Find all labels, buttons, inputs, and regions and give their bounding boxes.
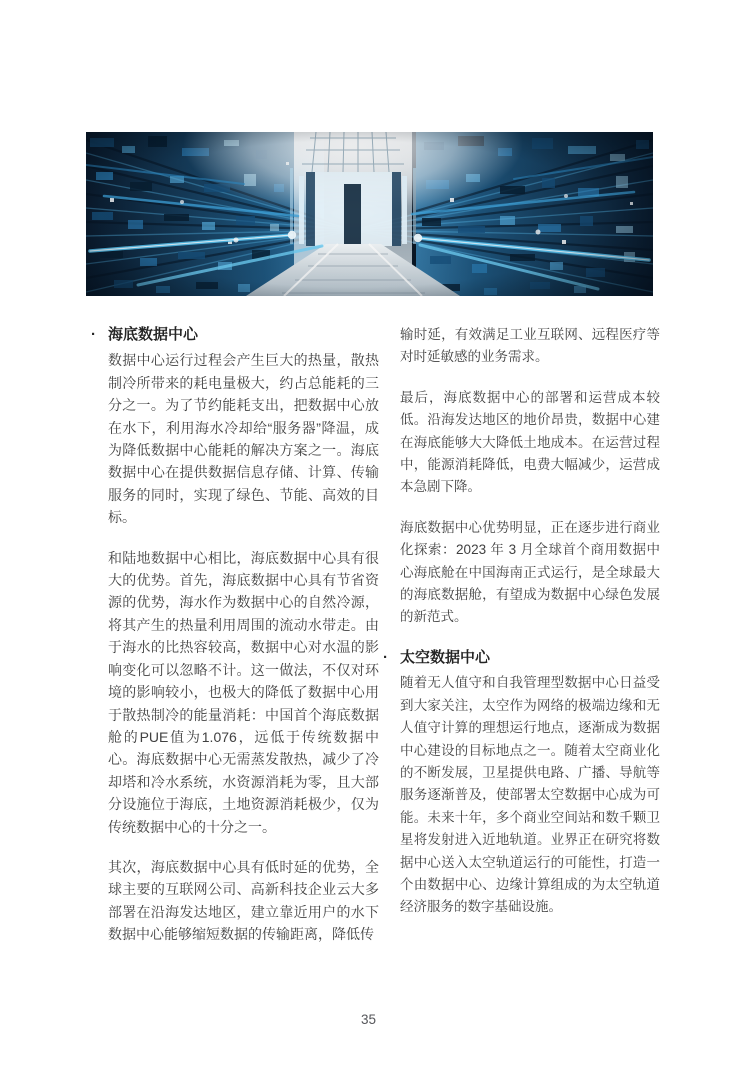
paragraph: 随着无人值守和自我管理型数据中心日益受到大家关注，太空作为网络的极端边缘和无人值守计算的理想运行地点，逐渐成为数据中心建设的目标地点之一。随着太空商业化的不断发展，卫星提供电路、广播、导航等服务逐渐普及，使部署太空数据中心成为可能。未来十年，多个商业空间站和数千颗卫星将发射进入近地轨道。业界正在研究将数据中心送入太空轨道运行的可能性，打造一个由数据中心、边缘计算组成的为太空轨道经济服务的数字基础设施。	[400, 675, 660, 915]
section-heading-text: 海底数据中心	[108, 326, 199, 343]
content-columns	[90, 324, 660, 946]
paragraph: 和陆地数据中心相比，海底数据中心具有很大的优势。首先，海底数据中心具有节省资源的优势，海水作为数据中心的自然冷源，将其产生的热量利用周围的流动水带走。由于海水的比热容较高，数据中心对水温的影响变化可以忽略不计。这一做法，不仅对环境的影响较小，也极大的降低了数据中心用于散热制冷的能量消耗：中国首个海底数据舱的PUE值为1.076，远低于传统数据中心。海底数据中心无需蒸发散热，减少了冷却塔和冷水系统，水资源消耗为零，且大部分设施位于海底，土地资源消耗极少，仅为传统数据中心的十分之一。	[108, 549, 379, 835]
section-heading-text: 太空数据中心	[400, 648, 491, 666]
hero-image	[86, 132, 653, 296]
paragraph: 输时延，有效满足工业互联网、远程医疗等对时延敏感的业务需求。	[400, 327, 660, 365]
data-center-corridor-photo	[86, 132, 653, 296]
section-heading-space	[383, 647, 660, 669]
paragraph: 其次，海底数据中心具有低时延的优势，全球主要的互联网公司、高新科技企业云大多部署在沿海发达地区，建立靠近用户的水下数据中心能够缩短数据的传输距离，降低传	[108, 858, 379, 943]
bullet-icon: ·	[91, 326, 96, 343]
section-heading-undersea	[91, 324, 379, 346]
bullet-icon: ·	[383, 648, 388, 666]
left-column	[90, 324, 379, 946]
right-column	[383, 324, 660, 919]
page-number: 35	[360, 1012, 377, 1027]
paragraph: 数据中心运行过程会产生巨大的热量，散热制冷所带来的耗电量极大，约占总能耗的三分之一。为了节约能耗支出，把数据中心放在水下，利用海水冷却给“服务器”降温，成为降低数据中心能耗的解决方案之一。海底数据中心在提供数据信息存储、计算、传输服务的同时，实现了绿色、节能、高效的目标。	[108, 352, 379, 526]
paragraph: 最后，海底数据中心的部署和运营成本较低。沿海发达地区的地价昂贵，数据中心建在海底能够大大降低土地成本。在运营过程中，能源消耗降低，电费大幅减少，运营成本急剧下降。	[400, 389, 660, 495]
paragraph: 海底数据中心优势明显，正在逐步进行商业化探索：2023 年 3 月全球首个商用数据中心海底舱在中国海南正式运行，是全球最大的海底数据舱，有望成为数据中心绿色发展的新范式。	[400, 519, 660, 625]
